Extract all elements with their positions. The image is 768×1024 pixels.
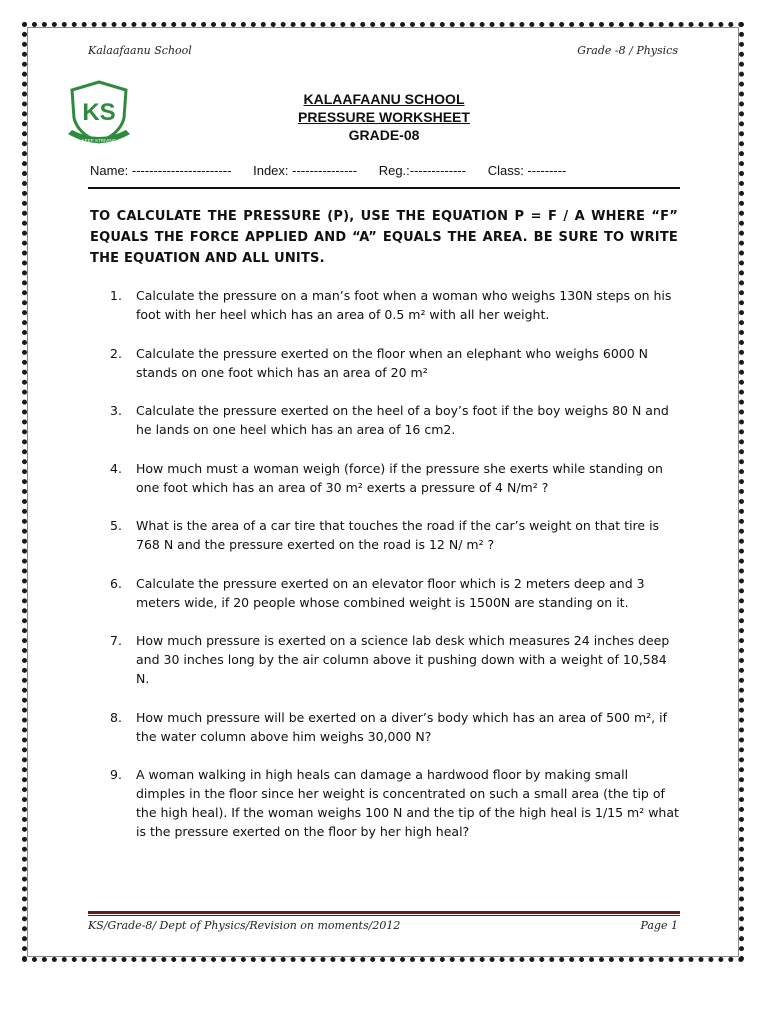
title-grade: GRADE-08 [348, 127, 420, 143]
student-id-row [90, 163, 584, 178]
question-text: Calculate the pressure on a man’s foot when a woman who weighs 130N steps on his foot with her heel which has an area of 0.5 m² with all her weight. [136, 288, 672, 322]
question-text: How much pressure is exerted on a science lab desk which measures 24 inches deep and 30 inches long by the air column above it pushing down with a weight of 10,584 N. [136, 633, 670, 686]
question-item [110, 765, 680, 841]
question-number: 5. [110, 518, 122, 533]
question-list [110, 286, 680, 861]
question-item [110, 459, 680, 497]
question-text: How much must a woman weigh (force) if the pressure she exerts while standing on one foot which has an area of 30 m² exerts a pressure of 4 N/m² ? [136, 460, 663, 495]
question-number: 7. [110, 633, 122, 648]
name-field[interactable]: Name: ----------------------- [90, 163, 232, 178]
question-item [110, 516, 680, 554]
page-number: Page 1 [640, 919, 678, 932]
header-rule [88, 187, 680, 189]
logo-initials: KS [82, 99, 116, 126]
footer-reference: KS/Grade-8/ Dept of Physics/Revision on moments/2012 [88, 919, 401, 932]
index-field[interactable]: Index: --------------- [253, 163, 358, 178]
question-text: Calculate the pressure exerted on the heel of a boy’s foot if the boy weighs 80 N and he lands on one heel which has an area of 16 cm2. [136, 403, 669, 437]
logo-motto: KEEP STRIVING [81, 138, 117, 143]
question-number: 9. [110, 767, 122, 782]
question-number: 8. [110, 709, 122, 725]
footer-rule [88, 911, 680, 914]
question-item [110, 401, 680, 439]
question-text: What is the area of a car tire that touches the road if the car’s weight on that tire is 768 N and the pressure exerted on the road is 12 N/ m² ? [136, 518, 660, 552]
footer-rule-thin [88, 915, 680, 916]
question-number: 2. [110, 345, 122, 361]
question-item [110, 574, 680, 612]
question-text: A woman walking in high heals can damage a hardwood floor by making small dimples in the floor since her weight is concentrated on such a small area (the tip of the high heal). If the woman weighs 100 N and the tip of the high heal is 1/15 m² what is the pressure exerted on the floor by her high heal? [136, 767, 679, 839]
class-field[interactable]: Class: --------- [487, 163, 567, 178]
header-grade: Grade -8 / Physics [577, 44, 678, 57]
title-block [0, 90, 768, 144]
instructions: TO CALCULATE THE PRESSURE (P), USE THE EQUATION P = F / A WHERE “F” EQUALS THE FORCE APPLIED AND “A” EQUALS THE AREA. BE SURE TO WRITE THE EQUATION AND ALL UNITS. [90, 209, 678, 266]
title-worksheet: PRESSURE WORKSHEET [298, 109, 470, 125]
question-text: How much pressure will be exerted on a diver’s body which has an area of 500 m², if the water column above him weighs 30,000 N? [136, 709, 667, 744]
question-number: 4. [110, 460, 122, 476]
question-text: Calculate the pressure exerted on an elevator floor which is 2 meters deep and 3 meters wide, if 20 people whose combined weight is 1500N are standing on it. [136, 575, 645, 610]
question-item [110, 708, 680, 746]
question-item [110, 286, 680, 324]
question-number: 3. [110, 403, 122, 418]
question-number: 6. [110, 575, 122, 591]
header-school: Kalaafaanu School [88, 44, 192, 57]
reg-field[interactable]: Reg.:------------- [378, 163, 467, 178]
title-school: KALAAFAANU SCHOOL [303, 91, 465, 107]
question-item [110, 344, 680, 382]
question-item [110, 631, 680, 688]
question-number: 1. [110, 288, 122, 303]
question-text: Calculate the pressure exerted on the floor when an elephant who weighs 6000 N stands on one foot which has an area of 20 m² [136, 345, 649, 380]
